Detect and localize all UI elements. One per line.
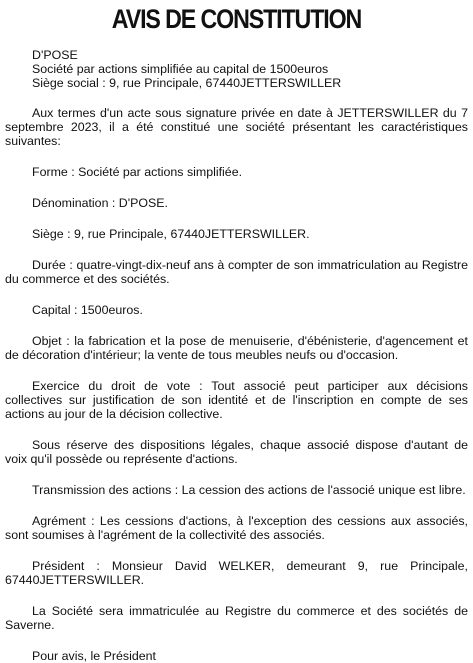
forme-paragraph: Forme : Société par actions simplifiée. (32, 165, 243, 179)
siege-paragraph: Siège : 9, rue Principale, 67440JETTERSWILLER. (32, 227, 310, 241)
intro-paragraph: Aux termes d'un acte sous signature privée en date à JETTERSWILLER du 7 septembre 2023, il a été constitué une société présentant les caractéristiques suivantes: (5, 106, 468, 148)
president-paragraph: Président : Monsieur David WELKER, demeurant 9, rue Principale, 67440JETTERSWILLER. (5, 559, 468, 587)
reserve-paragraph: Sous réserve des dispositions légales, chaque associé dispose d'autant de voix qu'il possède ou représente d'actions. (5, 438, 468, 466)
notice-title: AVIS DE CONSTITUTION (111, 4, 362, 34)
signature-line: Pour avis, le Président (32, 649, 156, 663)
capital-paragraph: Capital : 1500euros. (32, 303, 143, 317)
transmission-paragraph: Transmission des actions : La cession des actions de l'associé unique est libre. (32, 483, 466, 497)
company-header (5, 48, 468, 90)
vote-paragraph: Exercice du droit de vote : Tout associé peut participer aux décisions collectives sur justification de son identité et de l'inscription en compte de ses actions au jour de la décision collective. (5, 379, 468, 421)
denomination-paragraph: Dénomination : D'POSE. (32, 196, 168, 210)
agrement-paragraph: Agrément : Les cessions d'actions, à l'exception des cessions aux associés, sont soumises à l'agrément de la collectivité des associés. (5, 514, 468, 542)
company-name: D'POSE (32, 48, 78, 62)
immatriculation-paragraph: La Société sera immatriculée au Registre du commerce et des sociétés de Saverne. (5, 604, 468, 632)
objet-paragraph: Objet : la fabrication et la pose de menuiserie, d'ébénisterie, d'agencement et de décoration d'intérieur; la vente de tous meubles neufs ou d'occasion. (5, 334, 468, 362)
duree-paragraph: Durée : quatre-vingt-dix-neuf ans à compter de son immatriculation au Registre du commerce et des sociétés. (5, 258, 468, 286)
company-capital-line: Société par actions simplifiée au capital de 1500euros (32, 62, 329, 76)
company-seat-line: Siège social : 9, rue Principale, 67440JETTERSWILLER (32, 76, 342, 90)
